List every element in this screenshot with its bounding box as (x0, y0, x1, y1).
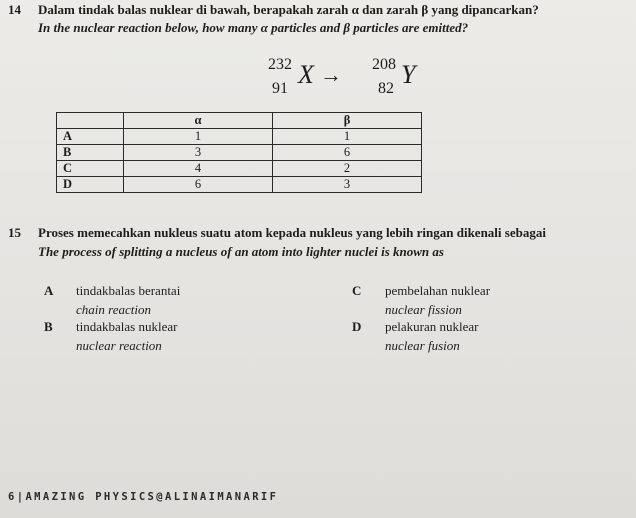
table-row (57, 161, 422, 177)
option-c-malay[interactable]: pembelahan nuklear (385, 283, 491, 298)
option-b-english[interactable]: nuclear reaction (76, 338, 162, 353)
beta-count: 2 (273, 161, 422, 177)
option-a-malay[interactable]: tindakbalas berantai (76, 283, 181, 298)
question-15-malay: Proses memecahkan nukleus suatu atom kepada nukleus yang lebih ringan dikenali sebagai (38, 225, 546, 240)
option-d-letter[interactable]: D (352, 319, 362, 334)
table-row (57, 129, 422, 145)
answer-table (56, 112, 422, 193)
question-15-number: 15 (8, 225, 21, 240)
option-a-letter[interactable]: A (44, 283, 54, 298)
option-d-malay[interactable]: pelakuran nuklear (385, 319, 479, 334)
parent-symbol: X (298, 60, 314, 89)
question-14-number: 14 (8, 2, 21, 17)
option-b-malay[interactable]: tindakbalas nuklear (76, 319, 178, 334)
option-c-letter[interactable]: C (352, 283, 362, 298)
question-14-english: In the nuclear reaction below, how many α particles and β particles are emitted? (38, 20, 469, 35)
table-header-row (57, 113, 422, 129)
table-header-blank (57, 113, 124, 129)
option-b-letter[interactable]: B (44, 319, 53, 334)
table-header-beta: β (273, 113, 422, 129)
beta-count: 3 (273, 177, 422, 193)
reaction-arrow: → (320, 62, 342, 87)
row-label: C (57, 161, 124, 177)
page-footer: 6|AMAZING PHYSICS@ALINAIMANARIF (8, 491, 279, 503)
table-row (57, 177, 422, 193)
daughter-atomic-number: 82 (378, 80, 394, 97)
parent-mass-number: 232 (268, 56, 292, 73)
row-label: A (57, 129, 124, 145)
question-15-english: The process of splitting a nucleus of an atom into lighter nuclei is known as (38, 244, 444, 259)
beta-count: 1 (273, 129, 422, 145)
parent-atomic-number: 91 (272, 80, 288, 97)
alpha-count: 3 (124, 145, 273, 161)
row-label: D (57, 177, 124, 193)
alpha-count: 4 (124, 161, 273, 177)
option-a-english[interactable]: chain reaction (76, 302, 151, 317)
option-d-english[interactable]: nuclear fusion (385, 338, 460, 353)
alpha-count: 1 (124, 129, 273, 145)
option-c-english[interactable]: nuclear fission (385, 302, 462, 317)
table-row (57, 145, 422, 161)
nuclear-equation (268, 56, 428, 106)
question-14-malay: Dalam tindak balas nuklear di bawah, berapakah zarah α dan zarah β yang dipancarkan? (38, 2, 539, 17)
table-header-alpha: α (124, 113, 273, 129)
alpha-count: 6 (124, 177, 273, 193)
daughter-mass-number: 208 (372, 56, 396, 73)
daughter-symbol: Y (401, 60, 416, 89)
row-label: B (57, 145, 124, 161)
beta-count: 6 (273, 145, 422, 161)
